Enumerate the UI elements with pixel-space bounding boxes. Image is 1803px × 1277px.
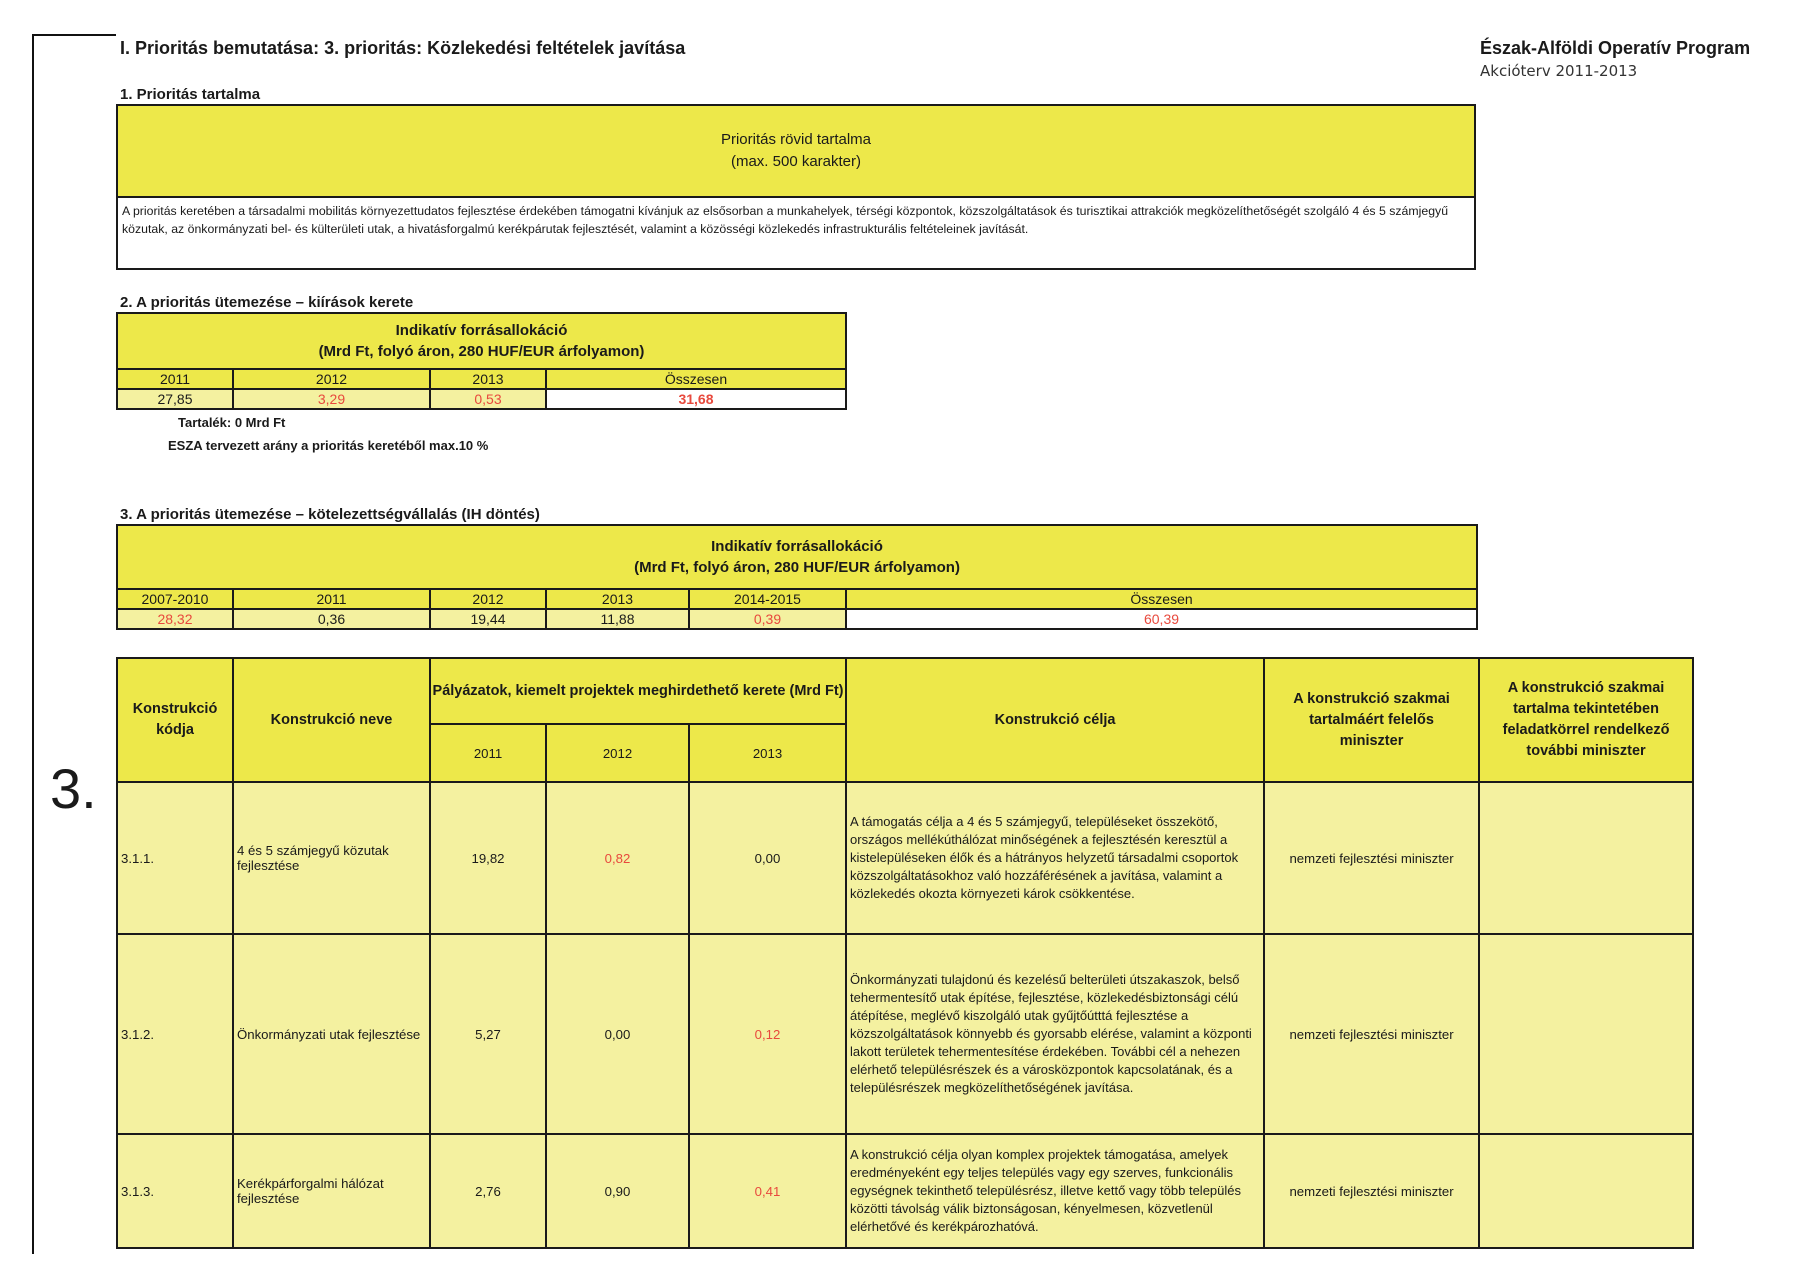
row-minister: nemzeti fejlesztési miniszter (1264, 782, 1479, 934)
col-header: 2011 (117, 369, 233, 389)
total-cell: 60,39 (846, 609, 1477, 629)
value-cell: 0,36 (233, 609, 430, 629)
table-row (117, 934, 1693, 1134)
row-code: 3.1.3. (117, 1134, 233, 1248)
value-cell: 19,44 (430, 609, 546, 629)
priority-summary-text: A prioritás keretében a társadalmi mobilitás környezettudatos fejlesztése érdekében támogatni kívánjuk az elsősorban a munkahelyek, térségi központok, közszolgáltatások és turisztikai attrakciók megközelíthetőségét szolgáló 4 és 5 számjegyű közutak, az önkormányzati bel- és külterületi utak, a hivatásforgalmú kerékpárutak fejlesztését, valamint a közösségi közlekedés infrastrukturális feltételeinek javítását. (122, 204, 1449, 236)
row-goal: Önkormányzati tulajdonú és kezelésű belterületi útszakaszok, belső tehermentesítő utak építése, fejlesztése, közlekedésbiztonsági célú átépítése, meglévő kiszolgáló utak gyűjtőútttá fejlesztése a közszolgáltatások könnyebb és gyorsabb elérése, valamint a központi lakott területek tehermentesítése érdekében. További cél a nehezen elérhető településrészek és a városközpontok kapcsolatának, és a településrészek megközelíthetőségének javítása. (846, 934, 1264, 1134)
value-cell: 27,85 (117, 389, 233, 409)
call-schedule-title: Indikatív forrásallokáció (395, 322, 568, 339)
call-schedule-title-cell (117, 313, 846, 369)
table-row (117, 782, 1693, 934)
row-2012: 0,00 (546, 934, 689, 1134)
col-header: 2013 (546, 589, 689, 609)
row-other-minister (1479, 934, 1693, 1134)
header-year: 2011 (430, 724, 546, 782)
col-header: 2013 (430, 369, 546, 389)
col-header: 2014-2015 (689, 589, 846, 609)
header-year: 2012 (546, 724, 689, 782)
value-cell: 0,39 (689, 609, 846, 629)
row-name: 4 és 5 számjegyű közutak fejlesztése (233, 782, 430, 934)
row-2011: 2,76 (430, 1134, 546, 1248)
row-goal: A konstrukció célja olyan komplex projektek támogatása, amelyek eredményeként egy teljes település vagy egy szerves, funkcionális egységnek tekinthető településrész, illetve kettő vagy több település közötti távolság válik biztonságosan, kényelmesen, közvetlenül elérhetővé és kerékpározhatóvá. (846, 1134, 1264, 1248)
row-2013: 0,00 (689, 782, 846, 934)
row-2013: 0,12 (689, 934, 846, 1134)
header-other-minister: A konstrukció szakmai tartalma tekintetében feladatkörrel rendelkező további miniszter (1479, 658, 1693, 782)
col-header: Összesen (846, 589, 1477, 609)
row-code: 3.1.1. (117, 782, 233, 934)
page-title: I. Prioritás bemutatása: 3. prioritás: Közlekedési feltételek javítása (120, 38, 686, 58)
program-title: Észak-Alföldi Operatív Program (1480, 38, 1751, 58)
total-cell: 31,68 (546, 389, 846, 409)
section3-heading: 3. A prioritás ütemezése – kötelezettségvállalás (IH döntés) (120, 506, 540, 523)
section2-heading: 2. A prioritás ütemezése – kiírások kerete (120, 294, 414, 311)
header-year: 2013 (689, 724, 846, 782)
value-cell: 11,88 (546, 609, 689, 629)
row-other-minister (1479, 782, 1693, 934)
construction-table (116, 657, 1694, 1249)
section1-heading: 1. Prioritás tartalma (120, 86, 261, 103)
row-minister: nemzeti fejlesztési miniszter (1264, 1134, 1479, 1248)
esza-text: ESZA tervezett arány a prioritás keretéből max.10 % (168, 438, 489, 453)
header-name: Konstrukció neve (233, 658, 430, 782)
program-subtitle: Akcióterv 2011-2013 (1480, 62, 1638, 80)
row-2013: 0,41 (689, 1134, 846, 1248)
row-goal: A támogatás célja a 4 és 5 számjegyű, településeket összekötő, országos mellékúthálózat minőségének a fejlesztésén keresztül a kistelepüléseken élők és a hátrányos helyzetű társadalmi csoportok közszolgáltatásokhoz való hozzáférésének a javítása, valamint a közlekedés okozta környezeti károk csökkentése. (846, 782, 1264, 934)
summary-box-subtitle: (max. 500 karakter) (730, 153, 862, 170)
section-number: 3. (50, 757, 97, 820)
reserve-text: Tartalék: 0 Mrd Ft (178, 415, 286, 430)
header-goal: Konstrukció célja (846, 658, 1264, 782)
header-minister: A konstrukció szakmai tartalmáért felelős miniszter (1264, 658, 1479, 782)
row-2012: 0,90 (546, 1134, 689, 1248)
call-schedule-subtitle: (Mrd Ft, folyó áron, 280 HUF/EUR árfolyamon) (318, 343, 645, 360)
header-code: Konstrukció kódja (117, 658, 233, 782)
col-header: Összesen (546, 369, 846, 389)
row-2011: 19,82 (430, 782, 546, 934)
summary-box-title: Prioritás rövid tartalma (720, 131, 872, 148)
table-row (117, 1134, 1693, 1248)
value-cell: 28,32 (117, 609, 233, 629)
commitment-schedule-table (116, 524, 1478, 630)
section-bracket (32, 34, 116, 1254)
row-minister: nemzeti fejlesztési miniszter (1264, 934, 1479, 1134)
value-cell: 0,53 (430, 389, 546, 409)
call-schedule-table (116, 312, 847, 410)
commitment-title-cell (117, 525, 1477, 589)
col-header: 2011 (233, 589, 430, 609)
priority-summary-header (118, 106, 1474, 198)
row-code: 3.1.2. (117, 934, 233, 1134)
col-header: 2012 (430, 589, 546, 609)
commitment-subtitle: (Mrd Ft, folyó áron, 280 HUF/EUR árfolyamon) (634, 559, 960, 576)
row-name: Kerékpárforgalmi hálózat fejlesztése (233, 1134, 430, 1248)
commitment-title: Indikatív forrásallokáció (711, 538, 883, 555)
row-name: Önkormányzati utak fejlesztése (233, 934, 430, 1134)
row-other-minister (1479, 1134, 1693, 1248)
row-2011: 5,27 (430, 934, 546, 1134)
priority-summary-box (116, 104, 1476, 270)
header-budget: Pályázatok, kiemelt projektek meghirdethető kerete (Mrd Ft) (430, 658, 846, 724)
col-header: 2012 (233, 369, 430, 389)
col-header: 2007-2010 (117, 589, 233, 609)
row-2012: 0,82 (546, 782, 689, 934)
value-cell: 3,29 (233, 389, 430, 409)
